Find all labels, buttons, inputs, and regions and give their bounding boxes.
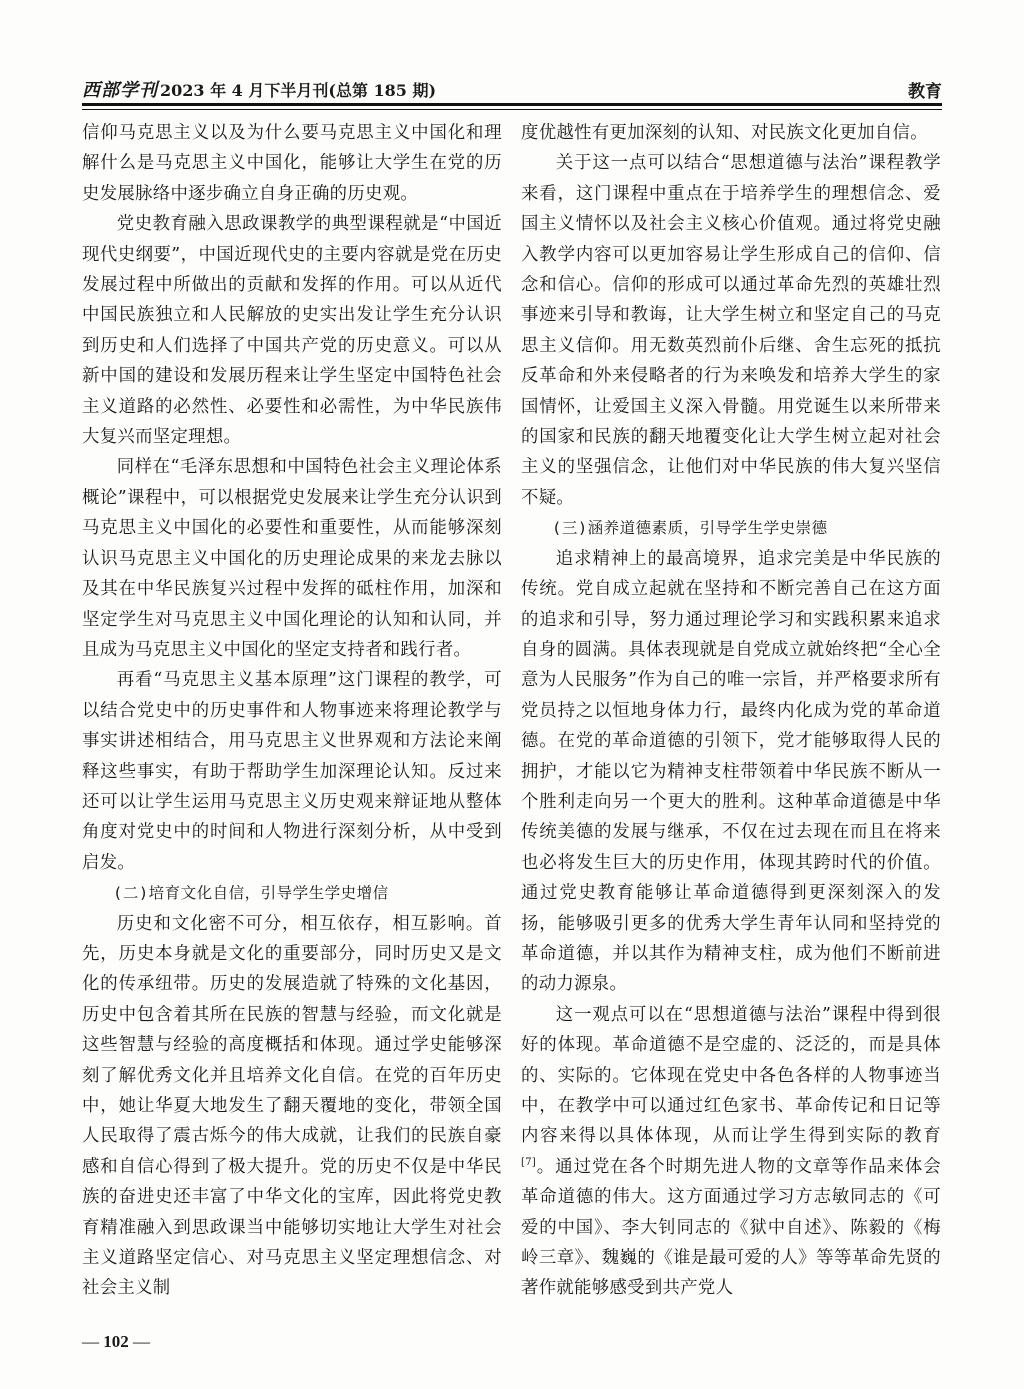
page-number: 102 bbox=[103, 1332, 129, 1351]
page-header bbox=[82, 68, 942, 102]
paragraph: 度优越性有更加深刻的认知、对民族文化更加自信。 bbox=[521, 123, 928, 143]
right-column bbox=[521, 118, 941, 1304]
paragraph bbox=[521, 1000, 941, 1304]
paragraph: 历史和文化密不可分，相互依存，相互影响。首先，历史本身就是文化的重要部分，同时历史又是文化的传承纽带。历史的发展造就了特殊的文化基因，历史中包含着其所在民族的智慧与经验，而文化就是这些智慧与经验的高度概括和体现。通过学史能够深刻了解优秀文化并且培养文化自信。在党的百年历史中，她让华夏大地发生了翻天覆地的变化，带领全国人民取得了震古烁今的伟大成就，让我们的民族自豪感和自信心得到了极大提升。党的历史不仅是中华民族的奋进史还丰富了中华文化的宝库，因此将党史教育精准融入到思政课当中能够切实地让大学生对社会主义道路坚定信心、对马克思主义坚定理想信念、对社会主义制 bbox=[82, 913, 502, 1299]
left-column bbox=[82, 118, 502, 1304]
header-journal-info bbox=[82, 76, 436, 102]
paragraph: 信仰马克思主义以及为什么要马克思主义中国化和理解什么是马克思主义中国化，能够让大学生在党的历史发展脉络中逐步确立自身正确的历史观。 bbox=[82, 123, 502, 204]
paragraph-text: 。通过党在各个时期先进人物的文章等作品来体会革命道德的伟大。这方面通过学习方志敏同志的《可爱的中国》、李大钊同志的《狱中自述》、陈毅的《梅岭三章》、魏巍的《谁是最可爱的人》等等革命先贤的著作就能够感受到共产党人 bbox=[521, 1156, 941, 1299]
paragraph-text: 这一观点可以在“思想道德与法治”课程中得到很好的体现。革命道德不是空虚的、泛泛的，而是具体的、实际的。它体现在党史中各色各样的人物事迹当中，在教学中可以通过红色家书、革命传记和日记等内容来得以具体体现，从而让学生得到实际的教育 bbox=[521, 1004, 941, 1147]
issue-info: 2023 年 4 月下半月刊(总第 185 期) bbox=[160, 81, 437, 100]
paragraph: 党史教育融入思政课教学的典型课程就是“中国近现代史纲要”，中国近现代史的主要内容就是党在历史发展过程中所做出的贡献和发挥的作用。可以从近代中国民族独立和人民解放的史实出发让学生充分认识到历史和人们选择了中国共产党的历史意义。可以从新中国的建设和发展历程来让学生坚定中国特色社会主义道路的必然性、必要性和必需性，为中华民族伟大复兴而坚定理想。 bbox=[82, 214, 502, 448]
footer-dash: — bbox=[82, 1332, 99, 1351]
footer-dash: — bbox=[133, 1332, 150, 1351]
subsection-heading: (三)涵养道德素质，引导学生学史崇德 bbox=[552, 519, 828, 538]
page-footer bbox=[82, 1332, 150, 1352]
paragraph: 同样在“毛泽东思想和中国特色社会主义理论体系概论”课程中，可以根据党史发展来让学生充分认识到马克思主义中国化的必要性和重要性，从而能够深刻认识马克思主义中国化的历史理论成果的来龙去脉以及其在中华民族复兴过程中发挥的砥柱作用，加深和坚定学生对马克思主义中国化理论的认知和认同，并且成为马克思主义中国化的坚定支持者和践行者。 bbox=[82, 457, 502, 660]
section-label: 教育 bbox=[908, 82, 942, 102]
subsection-heading: (二)培育文化自信，引导学生学史增信 bbox=[113, 884, 389, 903]
paragraph: 追求精神上的最高境界，追求完美是中华民族的传统。党自成立起就在坚持和不断完善自己在这方面的追求和引导，努力通过理论学习和实践积累来追求自身的圆满。具体表现就是自党成立就始终把“全心全意为人民服务”作为自己的唯一宗旨，并严格要求所有党员持之以恒地身体力行，最终内化成为党的革命道德。在党的革命道德的引领下，党才能够取得人民的拥护，才能以它为精神支柱带领着中华民族不断从一个胜利走向另一个更大的胜利。这种革命道德是中华传统美德的发展与继承，不仅在过去现在而且在将来也必将发生巨大的历史作用，体现其跨时代的价值。通过党史教育能够让革命道德得到更深刻深入的发扬，能够吸引更多的优秀大学生青年认同和坚持党的革命道德，并以其作为精神支柱，成为他们不断前进的动力源泉。 bbox=[521, 548, 941, 995]
journal-logo: 西部学刊 bbox=[82, 80, 158, 101]
paragraph: 再看“马克思主义基本原理”这门课程的教学，可以结合党史中的历史事件和人物事迹来将理论教学与事实讲述相结合，用马克思主义世界观和方法论来阐释这些事实，有助于帮助学生加深理论认知。反过来还可以让学生运用马克思主义历史观来辩证地从整体角度对党史中的时间和人物进行深刻分析，从中受到启发。 bbox=[82, 670, 502, 873]
paragraph: 关于这一点可以结合“思想道德与法治”课程教学来看，这门课程中重点在于培养学生的理想信念、爱国主义情怀以及社会主义核心价值观。通过将党史融入教学内容可以更加容易让学生形成自己的信仰、信念和信心。信仰的形成可以通过革命先烈的英雄壮烈事迹来引导和教诲，让大学生树立和坚定自己的马克思主义信仰。用无数英烈前仆后继、舍生忘死的抵抗反革命和外来侵略者的行为来唤发和培养大学生的家国情怀，让爱国主义深入骨髓。用党诞生以来所带来的国家和民族的翻天地覆变化让大学生树立起对社会主义的坚强信念，让他们对中华民族的伟大复兴坚信不疑。 bbox=[521, 153, 941, 508]
citation-ref: [7] bbox=[521, 1157, 537, 1169]
header-rule-thick bbox=[82, 103, 942, 106]
header-rule-thin bbox=[82, 109, 942, 110]
